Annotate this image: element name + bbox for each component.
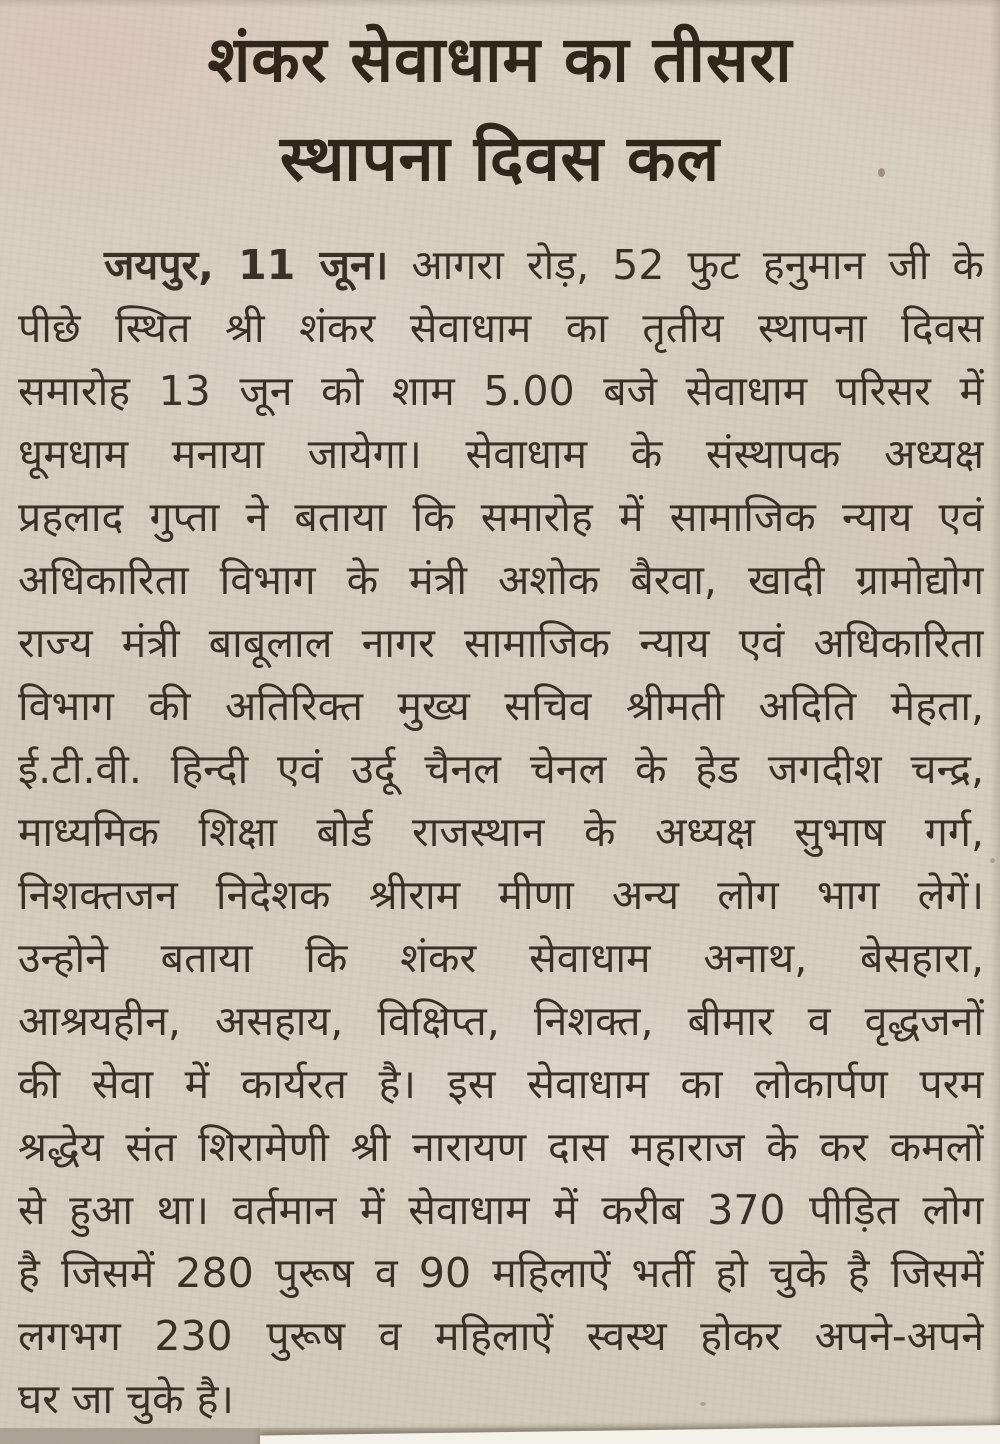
body-line: विभाग की अतिरिक्त मुख्य सचिव श्रीमती अदिति मेहता, (18, 682, 984, 730)
body-line: अधिकारिता विभाग के मंत्री अशोक बैरवा, खादी ग्रामोद्योग (18, 556, 984, 604)
body-line (18, 234, 984, 297)
body-line: निशक्तजन निदेशक श्रीराम मीणा अन्य लोग भाग लेगें। (18, 871, 984, 919)
body-line: श्रद्धेय संत शिरामेणी श्री नारायण दास महाराज के कर कमलों (18, 1123, 984, 1171)
body-line: है जिसमें 280 पुरूष व 90 महिलाऐं भर्ती हो चुके है जिसमें (18, 1249, 984, 1297)
body-line: धूमधाम मनाया जायेगा। सेवाधाम के संस्थापक अध्यक्ष (18, 430, 984, 478)
body-line: की सेवा में कार्यरत है। इस सेवाधाम का लोकार्पण परम (18, 1060, 984, 1108)
body-line: समारोह 13 जून को शाम 5.00 बजे सेवाधाम परिसर में (18, 367, 984, 415)
scan-edge-right-shadow (990, 0, 1000, 1444)
ink-speck (700, 1402, 706, 1406)
body-line: प्रहलाद गुप्ता ने बताया कि समारोह में सामाजिक न्याय एवं (18, 493, 984, 541)
article-body (18, 234, 984, 1431)
body-line: माध्यमिक शिक्षा बोर्ड राजस्थान के अध्यक्ष सुभाष गर्ग, (18, 808, 984, 856)
article-headline (30, 10, 970, 208)
body-line: राज्य मंत्री बाबूलाल नागर सामाजिक न्याय एवं अधिकारिता (18, 619, 984, 667)
body-line: घर जा चुके है। (18, 1375, 234, 1423)
headline-line-2: स्थापना दिवस कल (279, 122, 721, 195)
body-line: पीछे स्थित श्री शंकर सेवाधाम का तृतीय स्थापना दिवस (18, 304, 984, 352)
body-line: ई.टी.वी. हिन्दी एवं उर्दू चैनल चेनल के हेड जगदीश चन्द्र, (18, 745, 984, 793)
headline-line-1: शंकर सेवाधाम का तीसरा (207, 23, 793, 96)
body-line: से हुआ था। वर्तमान में सेवाधाम में करीब 370 पीड़ित लोग (18, 1186, 984, 1234)
ink-speck (878, 168, 885, 177)
body-line: उन्होने बताया कि शंकर सेवाधाम अनाथ, बेसहारा, (18, 934, 984, 982)
body-line: लगभग 230 पुरूष व महिलाऐं स्वस्थ होकर अपने-अपने (18, 1312, 984, 1360)
scan-edge-top-shadow (0, 0, 1000, 8)
body-line: आश्रयहीन, असहाय, विक्षिप्त, निशक्त, बीमार व वृद्धजनों (18, 997, 984, 1045)
body-line-text: आगरा रोड़, 52 फुट हनुमान जी के (411, 241, 984, 289)
dateline: जयपुर, 11 जून। (104, 241, 389, 289)
